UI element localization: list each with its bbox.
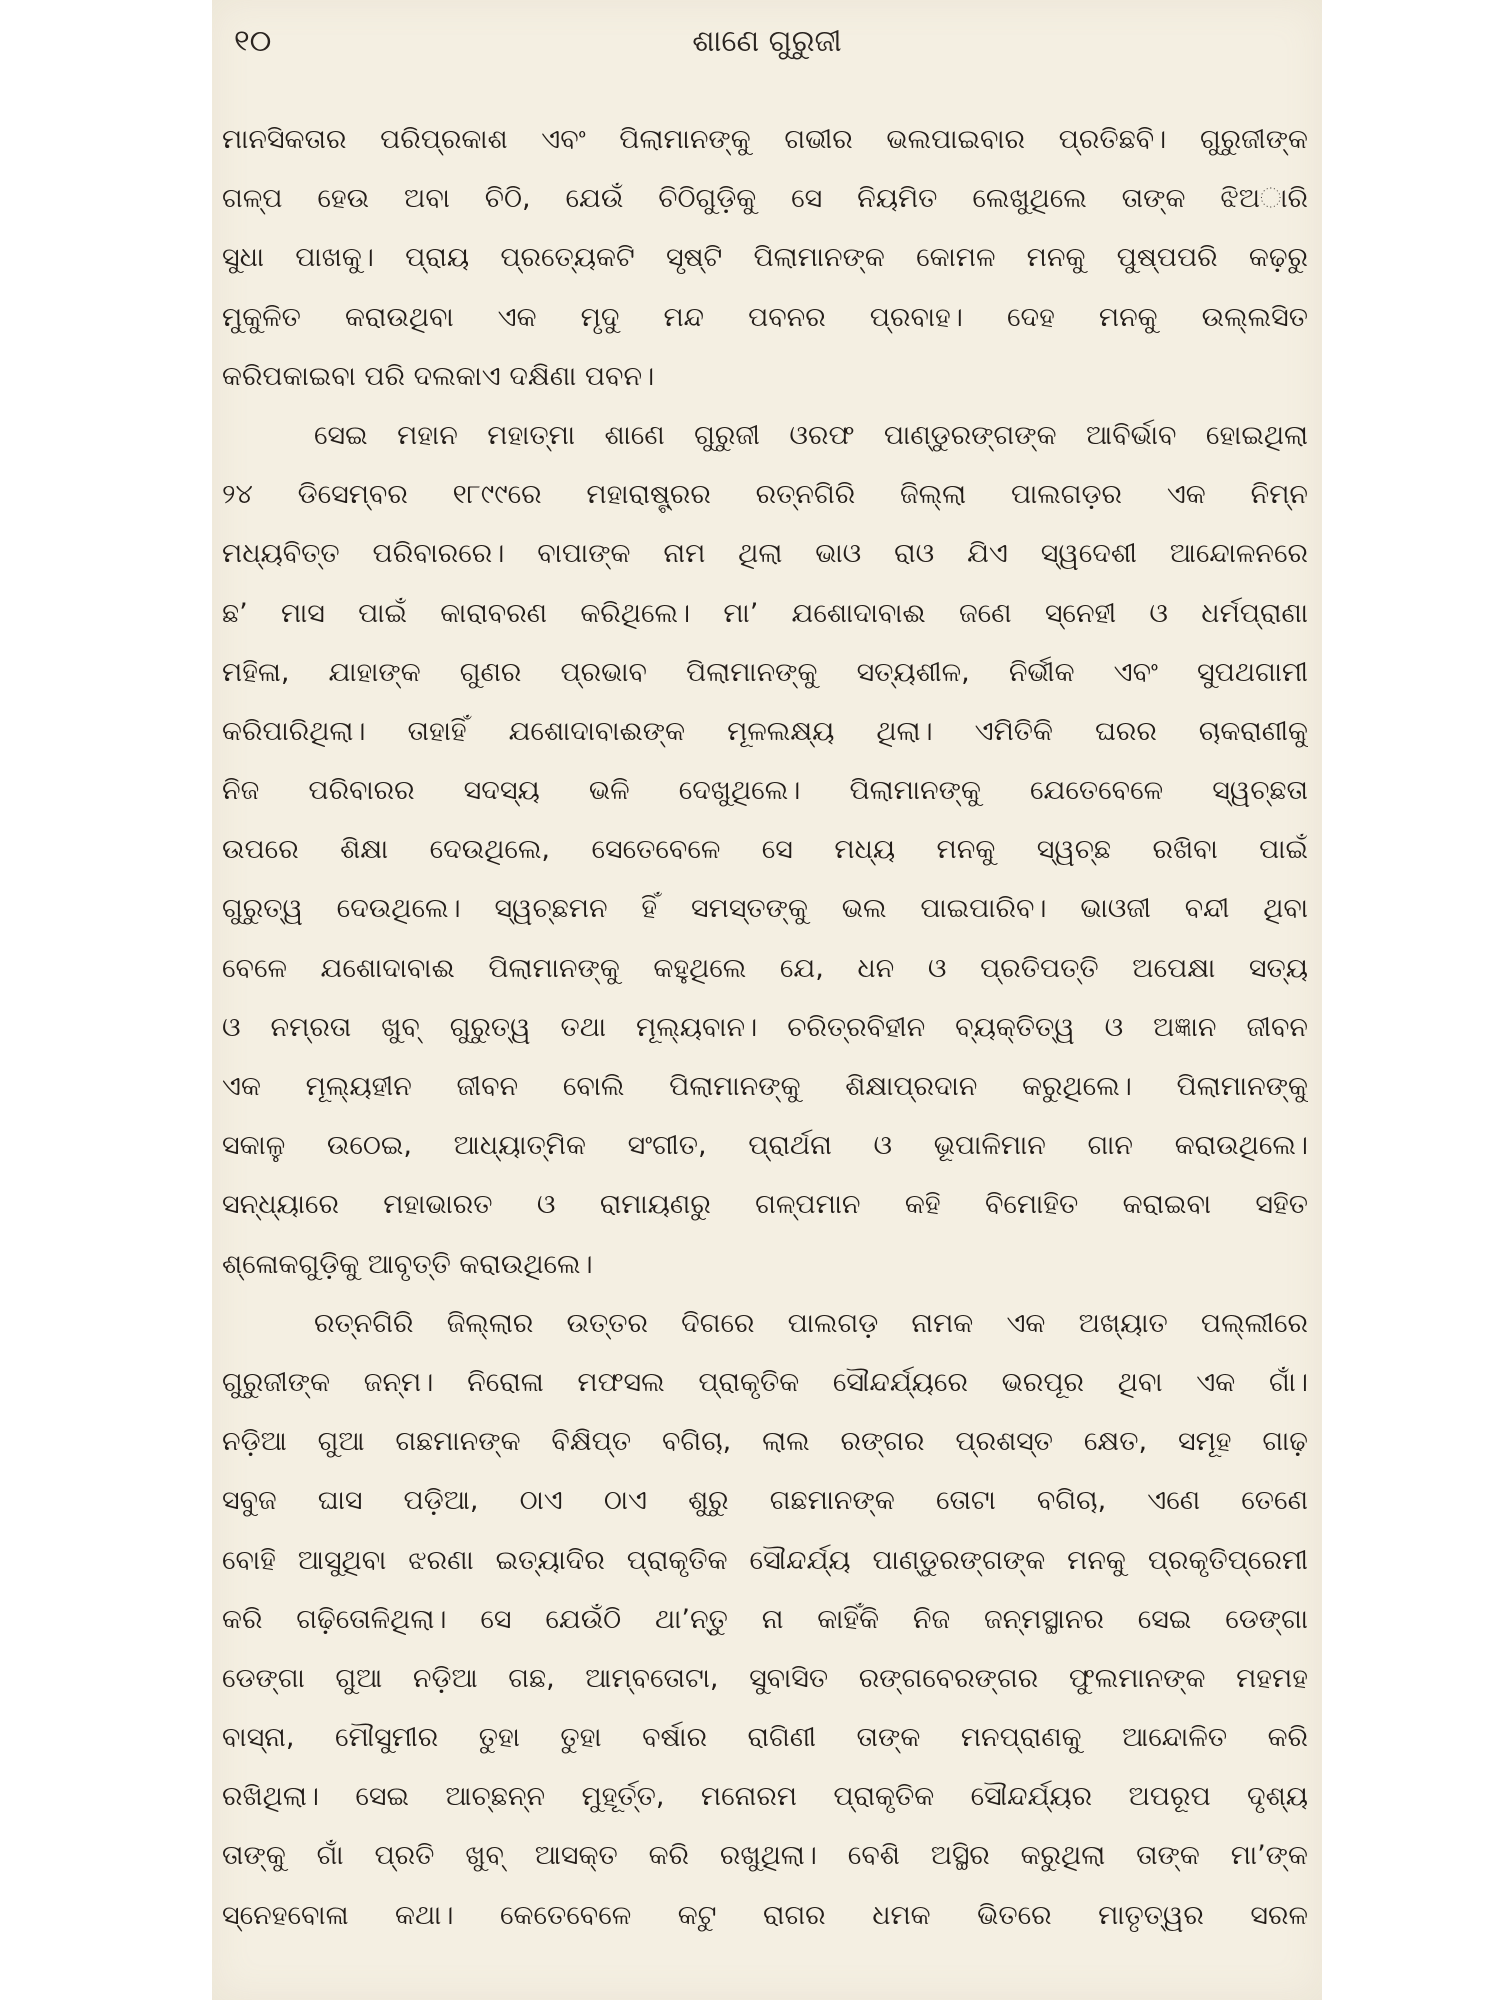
text-line: ୨୪ ଡିସେମ୍ବର ୧୮୯୯ରେ ମହାରାଷ୍ଟ୍ରର ରତ୍ନଗିରି ଜିଲ୍ଲା ପାଲଗଡ଼ର ଏକ ନିମ୍ନ [222,479,1308,511]
text-line: କରି ଗଢ଼ିତୋଳିଥିଲା। ସେ ଯେଉଁଠି ଥା’ନ୍ତୁ ନା କାହିଁକି ନିଜ ଜନ୍ମସ୍ଥାନର ସେଇ ଡେଙ୍ଗା [222,1603,1308,1635]
text-line: ଗୁରୁତ୍ୱ ଦେଉଥିଲେ। ସ୍ୱଚ୍ଛମନ ହିଁ ସମସ୍ତଙ୍କୁ ଭଲ ପାଇପାରିବ। ଭାଓଜୀ ବନ୍ଦୀ ଥିବା [222,893,1308,925]
text-line: ମାନସିକତାର ପରିପ୍ରକାଶ ଏବଂ ପିଲାମାନଙ୍କୁ ଗଭୀର ଭଲପାଇବାର ପ୍ରତିଛବି। ଗୁରୁଜୀଙ୍କ [222,124,1308,155]
running-title: ଶାଣେ ଗୁରୁଜୀ [692,24,842,59]
text-line: ସ୍ନେହବୋଳା କଥା। କେତେବେଳେ କଟୁ ରାଗର ଧମକ ଭିତରେ ମାତୃତ୍ୱର ସରଳ [222,1899,1308,1931]
text-line: ଛ’ ମାସ ପାଇଁ କାରାବରଣ କରିଥିଲେ। ମା’ ଯଶୋଦାବାଈ ଜଣେ ସ୍ନେହୀ ଓ ଧର୍ମପ୍ରାଣା [222,597,1308,629]
text-line: ବାସ୍ନା, ମୌସୁମୀର ତୁହା ତୁହା ବର୍ଷାର ରାଗିଣୀ ତାଙ୍କ ମନପ୍ରାଣକୁ ଆନ୍ଦୋଳିତ କରି [222,1722,1308,1754]
text-line: ରତ୍ନଗିରି ଜିଲ୍ଲାର ଉତ୍ତର ଦିଗରେ ପାଲଗଡ଼ ନାମକ ଏକ ଅଖ୍ୟାତ ପଲ୍ଲୀରେ [314,1307,1308,1339]
text-line: ସନ୍ଧ୍ୟାରେ ମହାଭାରତ ଓ ରାମାୟଣରୁ ଗଳ୍ପମାନ କହି ବିମୋହିତ କରାଇବା ସହିତ [222,1189,1308,1221]
text-line: ମହିଳା, ଯାହାଙ୍କ ଗୁଣର ପ୍ରଭାବ ପିଲାମାନଙ୍କୁ ସତ୍ୟଶୀଳ, ନିର୍ଭୀକ ଏବଂ ସୁପଥଗାମୀ [222,656,1308,688]
text-line: କରିପକାଇବା ପରି ଦଲକାଏ ଦକ୍ଷିଣା ପବନ। [222,360,655,392]
text-line: ସେଇ ମହାନ ମହାତ୍ମା ଶାଣେ ଗୁରୁଜୀ ଓରଫ ପାଣ୍ଡୁରଙ୍ଗଙ୍କ ଆବିର୍ଭାବ ହୋଇଥିଲା [314,419,1308,451]
text-line: ମୁକୁଳିତ କରାଉଥିବା ଏକ ମୃଦୁ ମନ୍ଦ ପବନର ପ୍ରବାହ। ଦେହ ମନକୁ ଉଲ୍ଲସିତ [222,301,1308,333]
text-line: ସବୁଜ ଘାସ ପଡ଼ିଆ, ଠାଏ ଠାଏ ଶୁରୁ ଗଛମାନଙ୍କ ତୋଟା ବଗିଚା, ଏଣେ ତେଣେ [222,1485,1308,1517]
text-line: ସୁଧା ପାଖକୁ। ପ୍ରାୟ ପ୍ରତ୍ୟେକଟି ସୃଷ୍ଟି ପିଲାମାନଙ୍କ କୋମଳ ମନକୁ ପୁଷ୍ପପରି କଢ଼ରୁ [222,242,1308,274]
text-line: ଗଳ୍ପ ହେଉ ଅବା ଚିଠି, ଯେଉଁ ଚିଠିଗୁଡ଼ିକୁ ସେ ନିୟମିତ ଲେଖୁଥିଲେ ତାଙ୍କ ଝିଅାରି [222,183,1308,215]
page-number: ୧୦ [234,24,272,59]
text-line: ନିଜ ପରିବାରର ସଦସ୍ୟ ଭଳି ଦେଖୁଥିଲେ। ପିଲାମାନଙ୍କୁ ଯେତେବେଳେ ସ୍ୱଚ୍ଛତା [222,775,1308,807]
text-line: କରିପାରିଥିଲା। ତାହାହିଁ ଯଶୋଦାବାଈଙ୍କ ମୂଳଲକ୍ଷ୍ୟ ଥିଲା। ଏମିତିକି ଘରର ଚାକରାଣୀକୁ [222,715,1308,747]
text-line: ନଡ଼ିଆ ଗୁଆ ଗଛମାନଙ୍କ ବିକ୍ଷିପ୍ତ ବଗିଚା, ଲାଲ ରଙ୍ଗର ପ୍ରଶସ୍ତ କ୍ଷେତ, ସମୂହ ଗାଢ଼ [222,1426,1308,1458]
text-line: ଓ ନମ୍ରତା ଖୁବ୍ ଗୁରୁତ୍ୱ ତଥା ମୂଲ୍ୟବାନ। ଚରିତ୍ରବିହୀନ ବ୍ୟକ୍ତିତ୍ୱ ଓ ଅଜ୍ଞାନ ଜୀବନ [222,1011,1308,1043]
text-line: ତାଙ୍କୁ ଗାଁ ପ୍ରତି ଖୁବ୍ ଆସକ୍ତ କରି ରଖୁଥିଲା। ବେଶି ଅସ୍ଥିର କରୁଥିଲା ତାଙ୍କ ମା’ଙ୍କ [222,1840,1308,1872]
text-line: ବୋହି ଆସୁଥିବା ଝରଣା ଇତ୍ୟାଦିର ପ୍ରାକୃତିକ ସୌନ୍ଦର୍ଯ୍ୟ ପାଣ୍ଡୁରଙ୍ଗଙ୍କ ମନକୁ ପ୍ରକୃତିପ୍ରେମୀ [222,1544,1308,1576]
text-line: ଡେଙ୍ଗା ଗୁଆ ନଡ଼ିଆ ଗଛ, ଆମ୍ବତୋଟା, ସୁବାସିତ ରଙ୍ଗବେରଙ୍ଗର ଫୁଲମାନଙ୍କ ମହମହ [222,1662,1308,1694]
text-line: ଗୁରୁଜୀଙ୍କ ଜନ୍ମ। ନିରୋଳା ମଫସଲ ପ୍ରାକୃତିକ ସୌନ୍ଦର୍ଯ୍ୟରେ ଭରପୂର ଥିବା ଏକ ଗାଁ। [222,1366,1308,1398]
text-line: ସକାଳୁ ଉଠେଇ, ଆଧ୍ୟାତ୍ମିକ ସଂଗୀତ, ପ୍ରାର୍ଥନା ଓ ଭୂପାଳିମାନ ଗାନ କରାଉଥିଲେ। [222,1130,1308,1162]
text-line: ମଧ୍ୟବିତ୍ତ ପରିବାରରେ। ବାପାଙ୍କ ନାମ ଥିଲା ଭାଓ ରାଓ ଯିଏ ସ୍ୱଦେଶୀ ଆନ୍ଦୋଳନରେ [222,538,1308,570]
text-line: ଶ୍ଳୋକଗୁଡ଼ିକୁ ଆବୃତ୍ତି କରାଉଥିଲେ। [222,1248,593,1280]
text-line: ଉପରେ ଶିକ୍ଷା ଦେଉଥିଲେ, ସେତେବେଳେ ସେ ମଧ୍ୟ ମନକୁ ସ୍ୱଚ୍ଛ ରଖିବା ପାଇଁ [222,834,1308,866]
text-line: ଏକ ମୂଲ୍ୟହୀନ ଜୀବନ ବୋଲି ପିଲାମାନଙ୍କୁ ଶିକ୍ଷାପ୍ରଦାନ କରୁଥିଲେ। ପିଲାମାନଙ୍କୁ [222,1071,1308,1102]
text-line: ରଖିଥିଲା। ସେଇ ଆଚ୍ଛନ୍ନ ମୁହୂର୍ତ୍ତ, ମନୋରମ ପ୍ରାକୃତିକ ସୌନ୍ଦର୍ଯ୍ୟର ଅପରୂପ ଦୃଶ୍ୟ [222,1781,1308,1813]
page-header [212,18,1322,82]
text-line: ବେଳେ ଯଶୋଦାବାଈ ପିଲାମାନଙ୍କୁ କହୁଥିଲେ ଯେ, ଧନ ଓ ପ୍ରତିପତ୍ତି ଅପେକ୍ଷା ସତ୍ୟ [222,952,1308,984]
body-text [222,110,1308,1945]
